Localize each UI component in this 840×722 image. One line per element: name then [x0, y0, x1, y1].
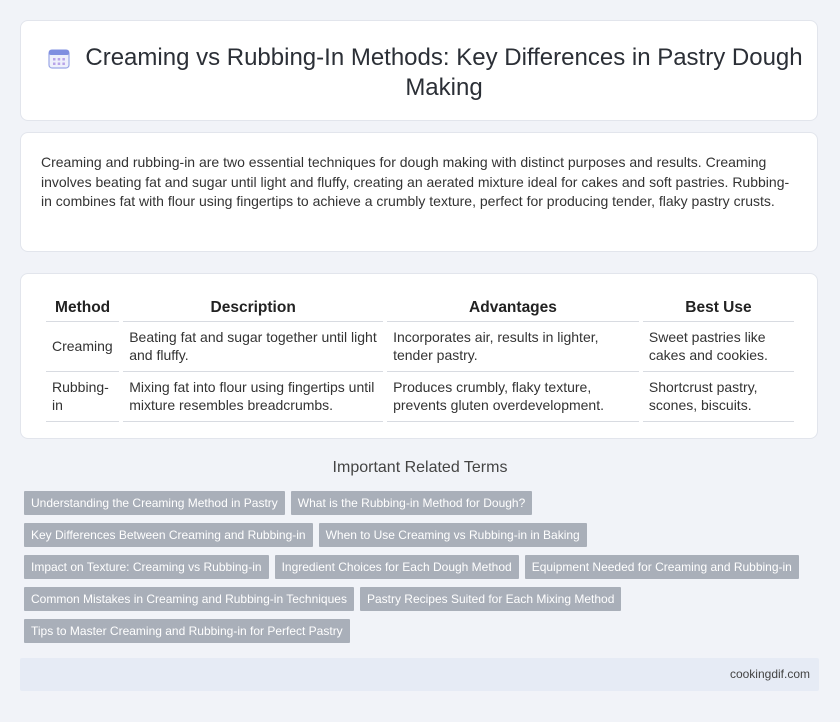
table-header-row — [46, 296, 794, 322]
header-best-use: Best Use — [643, 296, 794, 322]
footer — [20, 658, 819, 691]
related-term-tag[interactable]: Ingredient Choices for Each Dough Method — [275, 555, 519, 579]
cell-description: Beating fat and sugar together until light and fluffy. — [123, 322, 383, 372]
related-term-tag[interactable]: Common Mistakes in Creaming and Rubbing-in Techniques — [24, 587, 354, 611]
related-term-tag[interactable]: Equipment Needed for Creaming and Rubbing-in — [525, 555, 799, 579]
related-term-tag[interactable]: Pastry Recipes Suited for Each Mixing Method — [360, 587, 621, 611]
table-row — [46, 372, 794, 422]
tag-row — [24, 491, 804, 515]
cell-advantages: Produces crumbly, flaky texture, prevents gluten overdevelopment. — [387, 372, 639, 422]
tag-row — [24, 619, 804, 643]
tag-row — [24, 523, 804, 547]
cell-method: Rubbing-in — [46, 372, 119, 422]
cell-best-use: Sweet pastries like cakes and cookies. — [643, 322, 794, 372]
table-row — [46, 322, 794, 372]
related-terms-title: Important Related Terms — [332, 459, 508, 476]
cell-description: Mixing fat into flour using fingertips until mixture resembles breadcrumbs. — [123, 372, 383, 422]
related-term-tag[interactable]: Tips to Master Creaming and Rubbing-in for Perfect Pastry — [24, 619, 350, 643]
footer-site[interactable]: cookingdif.com — [729, 667, 810, 681]
tag-row — [24, 555, 804, 579]
tag-row — [24, 587, 804, 611]
related-terms-list — [24, 491, 804, 651]
related-term-tag[interactable]: Key Differences Between Creaming and Rubbing-in — [24, 523, 313, 547]
related-term-tag[interactable]: What is the Rubbing-in Method for Dough? — [291, 491, 532, 515]
header-card — [20, 20, 818, 121]
header-advantages: Advantages — [387, 296, 639, 322]
page-title: Creaming vs Rubbing-In Methods: Key Differences in Pastry Dough Making — [85, 44, 803, 101]
calendar-icon — [48, 47, 70, 69]
related-term-tag[interactable]: Understanding the Creaming Method in Pastry — [24, 491, 285, 515]
related-term-tag[interactable]: Impact on Texture: Creaming vs Rubbing-in — [24, 555, 269, 579]
comparison-card — [20, 273, 818, 439]
intro-card — [20, 132, 818, 252]
cell-method: Creaming — [46, 322, 119, 372]
comparison-table — [42, 296, 798, 422]
intro-text: Creaming and rubbing-in are two essential techniques for dough making with distinct purposes and results. Creaming involves beating fat and sugar until light and fluffy, creating an aerated mixture ideal for cakes and soft pastries. Rubbing-in combines fat with flour using fingertips to achieve a crumbly texture, perfect for producing tender, flaky pastry crusts. — [41, 154, 790, 209]
cell-advantages: Incorporates air, results in lighter, tender pastry. — [387, 322, 639, 372]
related-term-tag[interactable]: When to Use Creaming vs Rubbing-in in Baking — [319, 523, 587, 547]
header-description: Description — [123, 296, 383, 322]
cell-best-use: Shortcrust pastry, scones, biscuits. — [643, 372, 794, 422]
header-method: Method — [46, 296, 119, 322]
